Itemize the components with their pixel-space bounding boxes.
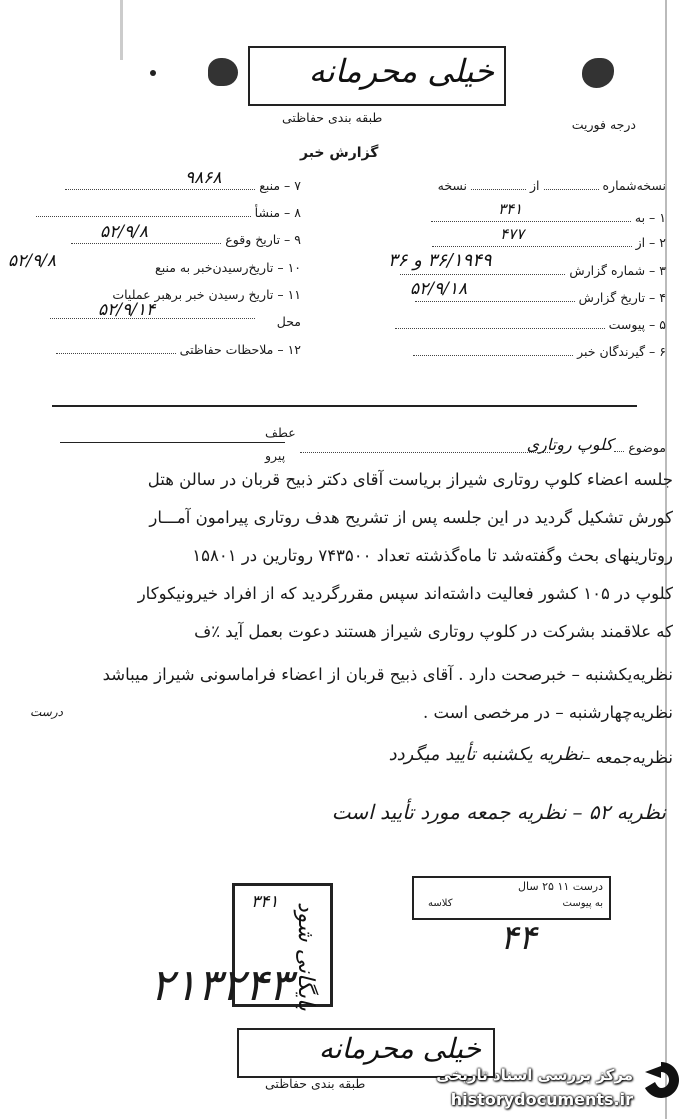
receipt-stamp-line1: درست ۱۱ ۲۵ سال (518, 880, 603, 893)
field-report-number: ۳ – شماره گزارش (400, 263, 666, 278)
subject-row (614, 440, 666, 455)
scan-smudge (120, 0, 123, 60)
copy-number-label: نسخه‌شماره (602, 178, 666, 193)
receipt-stamp-line2: به پیوست (562, 898, 603, 909)
subject-value: کلوپ روتاری (526, 435, 613, 454)
field-attachment: ۵ – پیوست (395, 317, 666, 332)
margin-handwritten-note: درست (30, 705, 63, 719)
field-from-value: ۴۷۷ (500, 225, 525, 243)
field-source: ۷ – منبع (65, 178, 301, 193)
field-report-number-value: ۳۶/۱۹۴۹ و ۳۶ (388, 250, 492, 271)
body-line-8: نظریه‌جمعه – (582, 748, 673, 767)
field-location: محل (276, 314, 301, 329)
archive-stamp-text: بایگانی شود (293, 902, 318, 1011)
copy-number-suffix: نسخه (437, 178, 468, 193)
receipt-stamp-line3: کلاسه (428, 898, 453, 909)
watermark-url: historydocuments.ir (450, 1090, 633, 1109)
watermark-logo-icon (639, 1058, 683, 1102)
copy-number-row (438, 178, 666, 193)
field-report-date-value: ۵۲/۹/۱۸ (410, 279, 468, 299)
field-source-receipt-date-value: ۵۲/۹/۸ (8, 251, 56, 271)
subject-dots (300, 452, 550, 453)
field-security-notes: ۱۲ – ملاحظات حفاظتی (56, 342, 301, 357)
body-line-6: نظریه‌یکشنبه – خبرصحت دارد . آقای ذبیح قربان از اعضاء فراماسونی شیراز میباشد (102, 665, 673, 684)
field-source-value: ۹۸۶۸ (185, 168, 222, 188)
field-recipients: ۶ – گیرندگان خبر (413, 344, 666, 359)
receipt-stamp (412, 876, 611, 920)
field-source-receipt-date: ۱۰ – تاریخ‌رسیدن‌خبر به منبع (155, 260, 301, 275)
watermark-text: مرکز بررسی اسناد تاریخی (436, 1066, 633, 1084)
reference-atf-label: عطف (265, 425, 296, 440)
footer-stamp-text: خیلی محرمانه (318, 1032, 481, 1065)
classification-stamp (248, 46, 506, 106)
field-occurrence-date-value: ۵۲/۹/۸ (100, 222, 148, 242)
copy-number-of: از (530, 178, 540, 193)
receipt-handwritten-value: ۴۴ (500, 918, 537, 958)
subject-label: موضوع (628, 440, 666, 455)
body-line-4: کلوپ در ۱۰۵ کشور فعالیت داشته‌اند سپس مقررگردید که از افراد خیرونیکوکار (137, 584, 673, 603)
body-line-5: که علاقمند بشرکت در کلوپ روتاری شیراز هستند دعوت بعمل آید ٪ف (194, 622, 673, 641)
bottom-handwritten-number: ۲۱۳۲۴۳ (150, 960, 292, 1011)
footer-classification-label: طبقه بندی حفاظتی (265, 1076, 366, 1091)
body-line-2: کورش تشکیل گردید در این جلسه پس از تشریح هدف روتاری پیرامون آمـــار (149, 508, 673, 527)
classification-stamp-text: خیلی محرمانه (308, 52, 494, 90)
field-report-date: ۴ – تاریخ گزارش (415, 290, 666, 305)
header-corner-blob-right (582, 58, 614, 88)
field-to-value: ۳۴۱ (498, 200, 523, 218)
reference-peiro-label: پیرو (265, 448, 286, 463)
body-line-3: روتارینهای بحث وگفته‌شد تا ماه‌گذشته تعداد ۷۴۳۵۰۰ روتارین در ۱۵۸۰۱ (192, 546, 673, 565)
field-operations-receipt-date: ۱۱ – تاریخ رسیدن خبر برهبر عملیات (112, 287, 301, 302)
body-line-7: نظریه‌چهارشنبه – در مرخصی است . (423, 703, 673, 722)
archive-stamp-number: ۳۴۱ (251, 892, 279, 912)
handwritten-friday-note: نظریه یکشنبه تأیید میگردد (388, 744, 583, 765)
header-corner-blob-left (208, 58, 238, 86)
report-title: گزارش خبر (300, 145, 379, 161)
field-to: ۱ – به (431, 210, 666, 225)
field-occurrence-date: ۹ – تاریخ وقوع (71, 232, 301, 247)
field-origin: ۸ – منشأ (36, 205, 301, 220)
handwritten-final-note: نظریه ۵۲ – نظریه جمعه مورد تأیید است (331, 800, 666, 824)
field-from: ۲ – از (432, 235, 666, 250)
classification-label: طبقه بندی حفاظتی (282, 110, 383, 125)
ink-dot (150, 70, 156, 76)
priority-label: درجه فوریت (571, 117, 636, 132)
reference-atf-line (60, 442, 285, 443)
section-divider (52, 405, 637, 407)
body-line-1: جلسه اعضاء کلوپ روتاری شیراز بریاست آقای دکتر ذبیح قربان در سالن هتل (147, 470, 673, 489)
field-location-value: ۵۲/۹/۱۴ (98, 300, 156, 320)
